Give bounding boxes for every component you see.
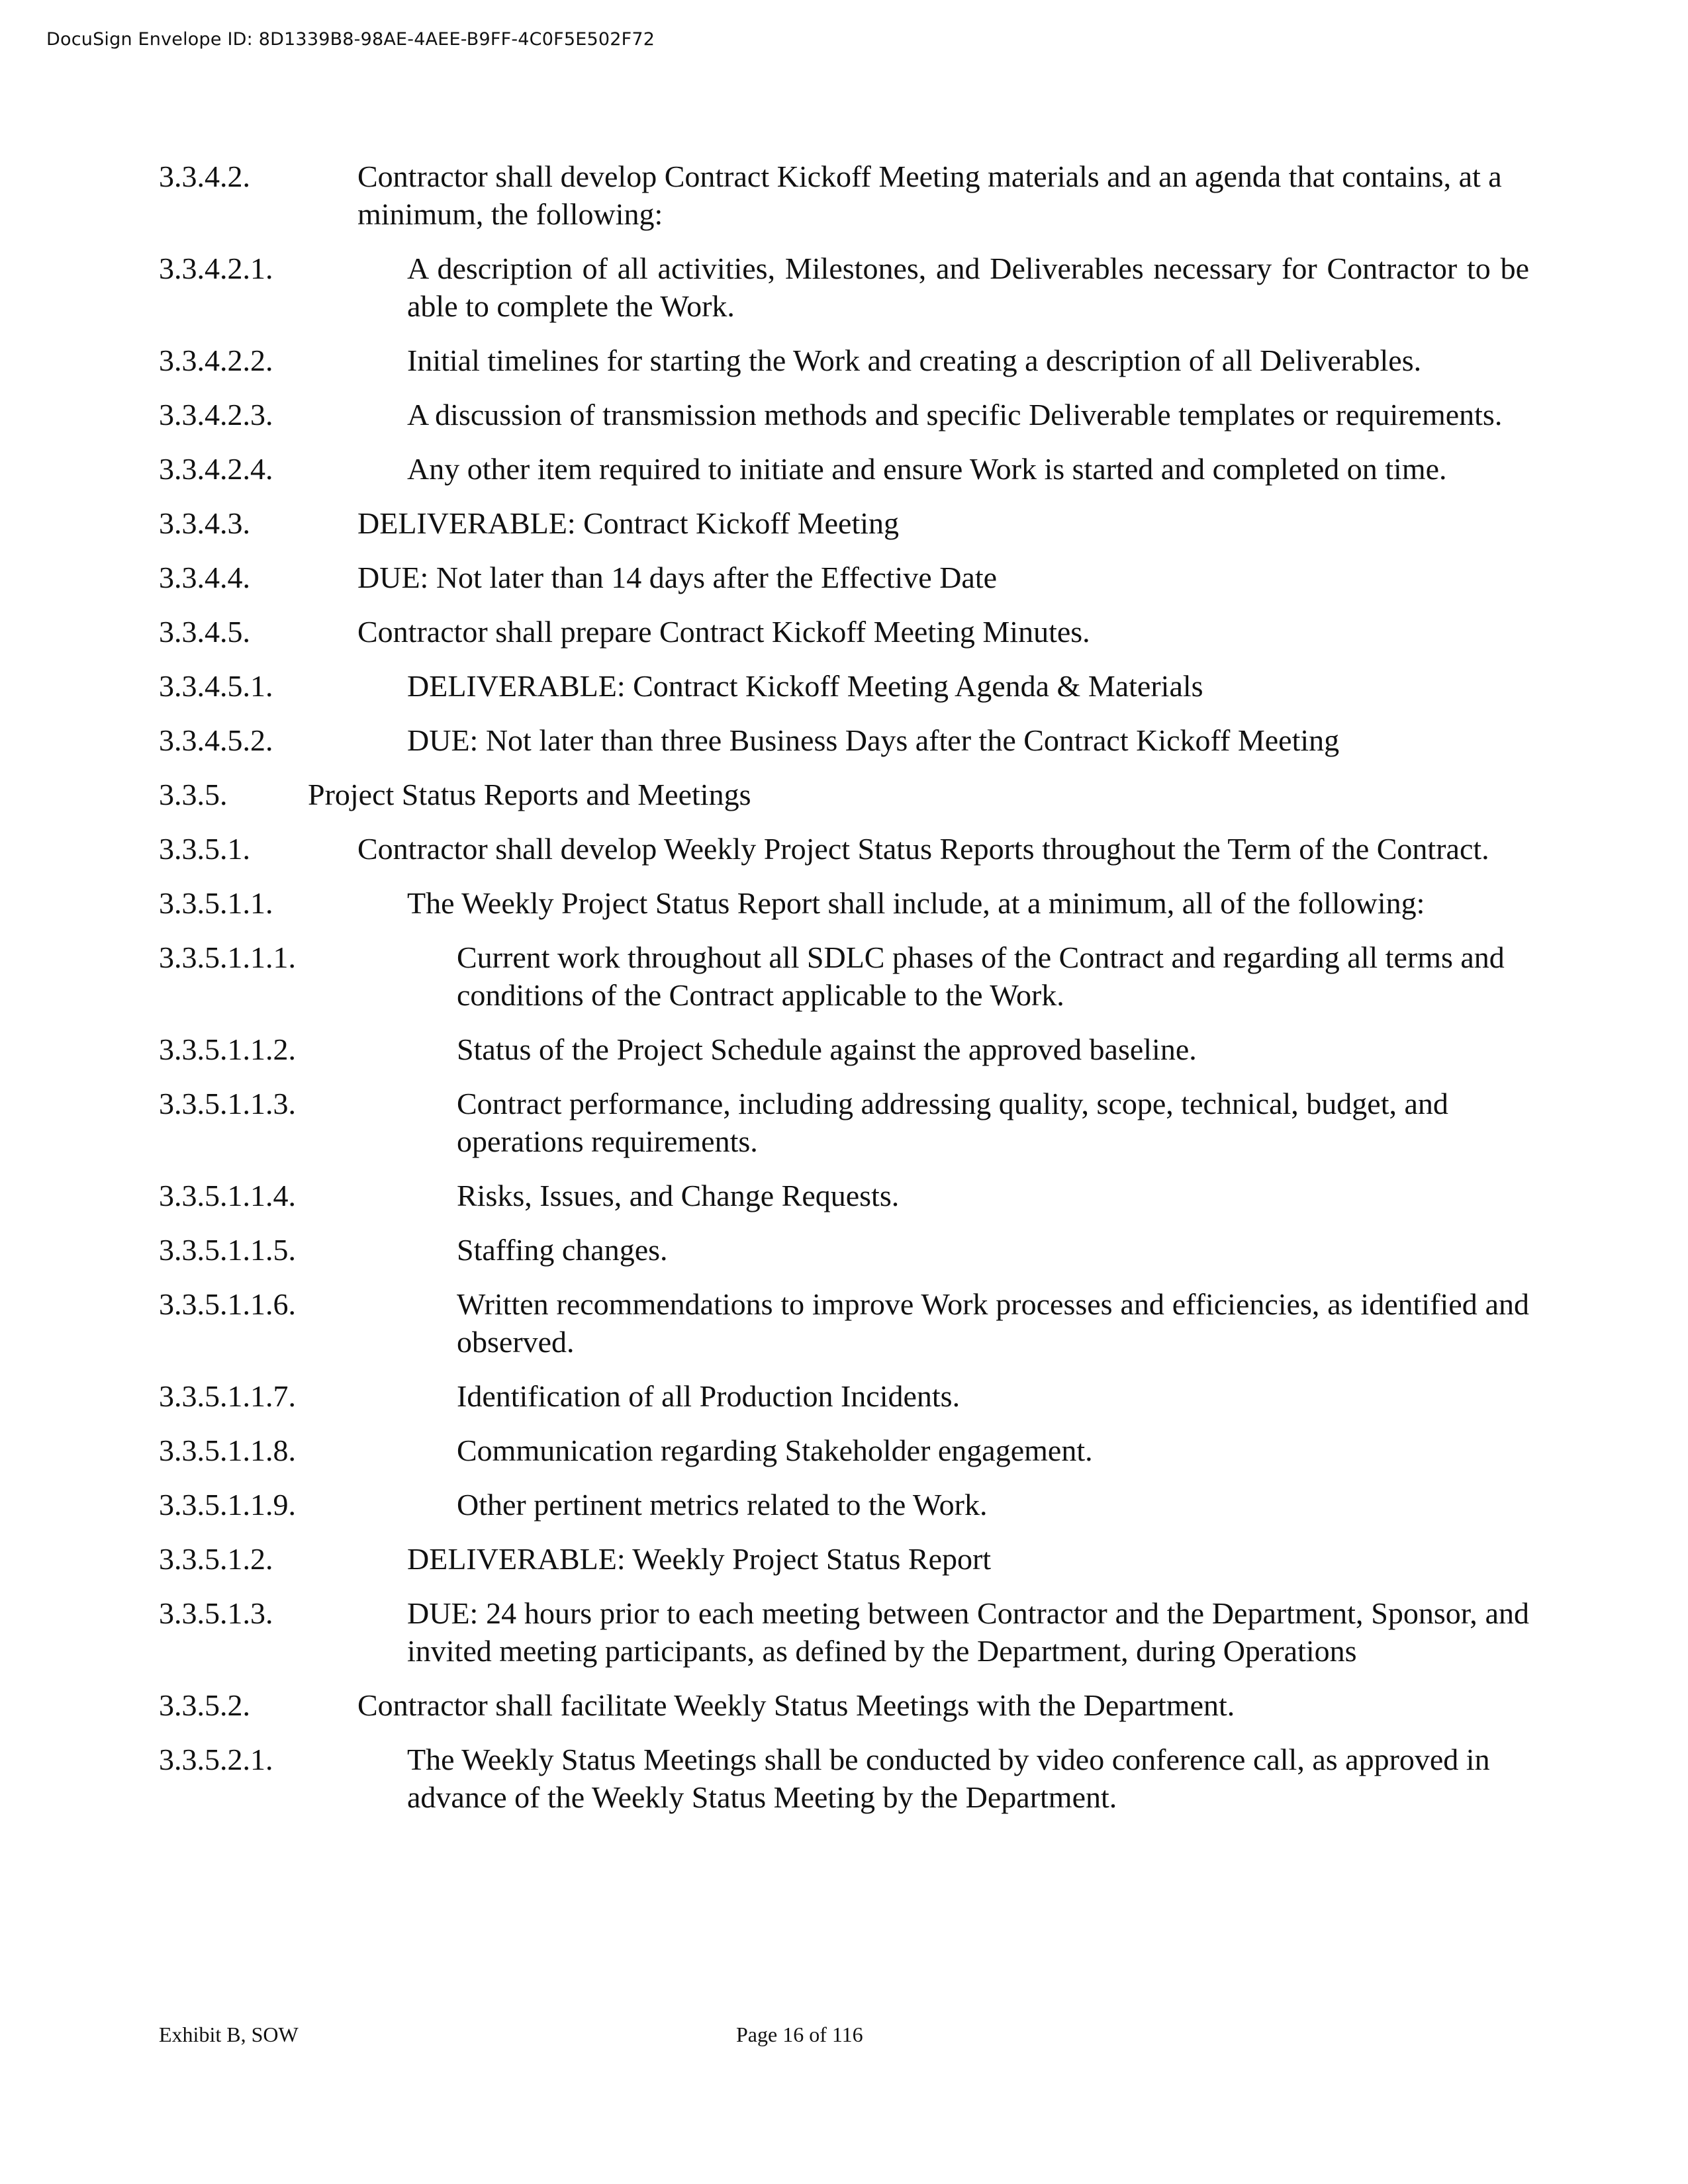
list-item [159, 1377, 1529, 1415]
section-text: Current work throughout all SDLC phases of the Contract and regarding all terms and conditions of the Contract applicable to the Work. [457, 940, 1505, 1012]
section-number: 3.3.4.5.2. [159, 723, 273, 757]
section-text: DUE: Not later than three Business Days after the Contract Kickoff Meeting [407, 723, 1340, 757]
list-item [159, 1686, 1529, 1724]
section-text: A description of all activities, Milestones, and Deliverables necessary for Contractor to be able to complete the Work. [407, 251, 1529, 323]
list-item [159, 1231, 1529, 1269]
section-text: DELIVERABLE: Contract Kickoff Meeting [357, 506, 900, 540]
section-text: Status of the Project Schedule against the approved baseline. [457, 1032, 1197, 1066]
list-item [159, 721, 1529, 759]
list-item [159, 250, 1529, 325]
section-text: Communication regarding Stakeholder engagement. [457, 1433, 1093, 1467]
section-number: 3.3.4.2. [159, 159, 250, 193]
section-number: 3.3.4.2.3. [159, 398, 273, 432]
section-number: 3.3.4.2.2. [159, 343, 273, 377]
section-text: The Weekly Project Status Report shall include, at a minimum, all of the following: [407, 886, 1425, 920]
list-item [159, 559, 1529, 596]
section-number: 3.3.5.1.1.6. [159, 1287, 296, 1321]
document-body [159, 158, 1529, 1833]
section-text: Identification of all Production Incidents. [457, 1379, 961, 1413]
section-number: 3.3.4.4. [159, 561, 250, 594]
section-heading [159, 776, 1529, 813]
section-number: 3.3.5.1.2. [159, 1542, 273, 1576]
section-text: DUE: 24 hours prior to each meeting between Contractor and the Department, Sponsor, and invited meeting participants, as defined by the Department, during Operations [407, 1596, 1529, 1668]
section-number: 3.3.4.3. [159, 506, 250, 540]
section-number: 3.3.4.2.1. [159, 251, 273, 285]
section-text: DELIVERABLE: Contract Kickoff Meeting Agenda & Materials [407, 669, 1203, 703]
section-number: 3.3.5.1.1.1. [159, 940, 296, 974]
section-number: 3.3.5.1.1.2. [159, 1032, 296, 1066]
list-item [159, 1540, 1529, 1578]
list-item [159, 396, 1529, 433]
section-number: 3.3.5.1.1.5. [159, 1233, 296, 1267]
section-number: 3.3.5.2. [159, 1688, 250, 1722]
section-number: 3.3.5.2.1. [159, 1743, 273, 1776]
list-item [159, 884, 1529, 922]
list-item [159, 667, 1529, 705]
list-item [159, 450, 1529, 488]
section-number: 3.3.5.1.1. [159, 886, 273, 920]
list-item [159, 341, 1529, 379]
section-text: Staffing changes. [457, 1233, 668, 1267]
section-text: The Weekly Status Meetings shall be conducted by video conference call, as approved in advance of the Weekly Status Meeting by the Department. [407, 1743, 1490, 1814]
section-text: Initial timelines for starting the Work and creating a description of all Deliverables. [407, 343, 1422, 377]
section-text: Contractor shall facilitate Weekly Status Meetings with the Department. [357, 1688, 1235, 1722]
list-item [159, 830, 1529, 868]
section-text: A discussion of transmission methods and specific Deliverable templates or requirements. [407, 398, 1503, 432]
section-number: 3.3.5.1. [159, 832, 250, 866]
section-text: Contractor shall prepare Contract Kickoff Meeting Minutes. [357, 615, 1090, 649]
section-text: Written recommendations to improve Work processes and efficiencies, as identified and observed. [457, 1287, 1529, 1359]
section-number: 3.3.5.1.1.7. [159, 1379, 296, 1413]
footer-page-number: Page 16 of 116 [736, 2023, 863, 2046]
list-item [159, 1741, 1529, 1816]
section-text: DELIVERABLE: Weekly Project Status Report [407, 1542, 992, 1576]
section-number: 3.3.5.1.1.4. [159, 1179, 296, 1212]
docusign-envelope-id: DocuSign Envelope ID: 8D1339B8-98AE-4AEE-B9FF-4C0F5E502F72 [46, 29, 655, 50]
section-number: 3.3.5.1.3. [159, 1596, 273, 1630]
section-number: 3.3.5. [159, 778, 228, 811]
list-item [159, 1486, 1529, 1524]
list-item [159, 504, 1529, 542]
section-number: 3.3.5.1.1.9. [159, 1488, 296, 1522]
list-item [159, 1177, 1529, 1214]
list-item [159, 158, 1529, 233]
footer-document-label: Exhibit B, SOW [159, 2023, 299, 2046]
section-text: Contract performance, including addressing quality, scope, technical, budget, and operations requirements. [457, 1087, 1448, 1158]
section-text: Any other item required to initiate and ensure Work is started and completed on time. [407, 452, 1447, 486]
list-item [159, 1030, 1529, 1068]
section-number: 3.3.4.5. [159, 615, 250, 649]
list-item [159, 1285, 1529, 1361]
section-text: Contractor shall develop Weekly Project Status Reports throughout the Term of the Contract. [357, 832, 1489, 866]
section-text: Contractor shall develop Contract Kickoff Meeting materials and an agenda that contains, at a minimum, the following: [357, 159, 1502, 231]
section-number: 3.3.5.1.1.8. [159, 1433, 296, 1467]
list-item [159, 938, 1529, 1014]
section-number: 3.3.4.2.4. [159, 452, 273, 486]
list-item [159, 1594, 1529, 1670]
section-text: DUE: Not later than 14 days after the Effective Date [357, 561, 998, 594]
list-item [159, 1432, 1529, 1469]
section-text: Risks, Issues, and Change Requests. [457, 1179, 900, 1212]
list-item [159, 613, 1529, 651]
list-item [159, 1085, 1529, 1160]
section-number: 3.3.4.5.1. [159, 669, 273, 703]
section-text: Other pertinent metrics related to the Work. [457, 1488, 988, 1522]
section-number: 3.3.5.1.1.3. [159, 1087, 296, 1120]
section-title: Project Status Reports and Meetings [308, 778, 751, 811]
